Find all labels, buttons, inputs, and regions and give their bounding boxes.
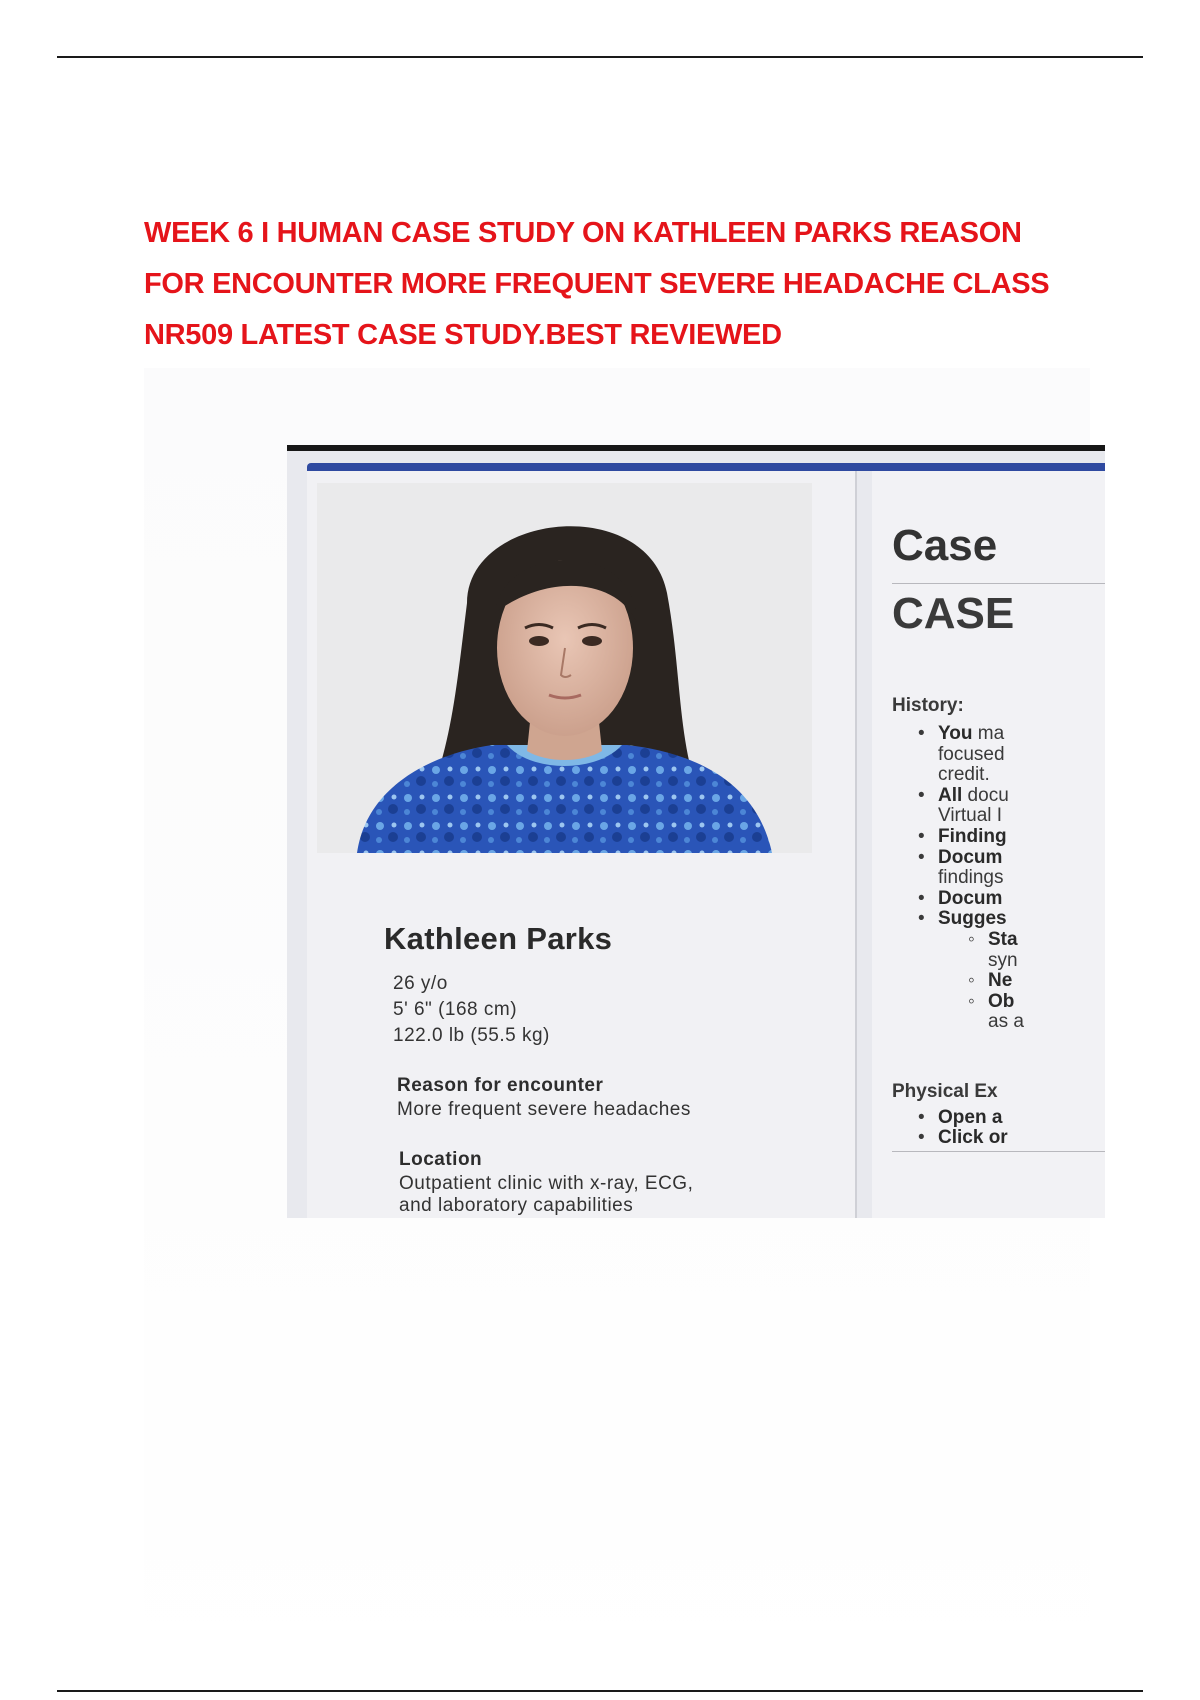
history-line [938,785,1009,807]
header-accent-bar [307,463,1105,471]
patient-card [307,471,857,1218]
location-line-1: Outpatient clinic with x-ray, ECG, [399,1173,694,1194]
history-line-text: syn [988,949,1018,971]
physical-line [938,1107,1002,1129]
history-line-bold: All [938,784,963,806]
history-line-bold: Finding [938,826,1007,847]
top-rule [57,56,1143,58]
history-bullet: ◦ [968,990,975,1012]
history-line-text: Virtual I [938,805,1003,827]
history-line [938,908,1007,930]
patient-name: Kathleen Parks [384,921,613,956]
title-line-3: NR509 LATEST CASE STUDY.BEST REVIEWED [144,319,782,351]
history-line [988,1011,1024,1033]
history-label: History: [892,695,964,716]
case-instructions-panel [872,471,1105,1218]
case-heading: Case [892,521,998,570]
physical-exam-label: Physical Ex [892,1081,998,1102]
history-line [938,826,1007,848]
history-line [988,950,1018,972]
history-bullet: • [918,826,925,847]
history-bullet: • [918,908,925,930]
patient-age: 26 y/o [393,973,448,994]
history-line [938,888,1002,910]
history-line-text: focused [938,743,1005,765]
reason-label: Reason for encounter [397,1075,604,1096]
embedded-screenshot [287,445,1105,1218]
title-line-2: FOR ENCOUNTER MORE FREQUENT SEVERE HEADACHE CLASS [144,268,1050,300]
bottom-rule [57,1690,1143,1692]
history-bullet: • [918,723,925,744]
patient-height: 5' 6" (168 cm) [393,999,518,1020]
history-line-text: as a [988,1011,1024,1033]
history-line [988,929,1018,951]
history-line-bold: You [938,723,973,744]
history-line-text: credit. [938,764,990,786]
case-divider [892,583,1105,584]
location-label: Location [399,1149,483,1170]
location-line-2: and laboratory capabilities [399,1195,634,1216]
patient-photo [317,483,812,853]
physical-bullet: • [918,1107,925,1128]
case-subheading: CASE [892,589,1015,638]
patient-weight: 122.0 lb (55.5 kg) [393,1025,550,1046]
history-bullet: • [918,846,925,868]
document-title [144,208,1104,361]
history-line [988,970,1012,992]
history-line [988,991,1014,1013]
patient-portrait [317,483,812,853]
panel-bottom-divider [892,1151,1105,1152]
title-line-1: WEEK 6 I HUMAN CASE STUDY ON KATHLEEN PARKS REASON [144,217,1022,249]
physical-line [938,1127,1008,1149]
history-line [938,764,990,786]
history-line-text: findings [938,867,1004,889]
history-line-bold: Sugges [938,908,1007,930]
history-line [938,867,1004,889]
history-line-bold: Ne [988,970,1013,992]
history-bullet: ◦ [968,929,975,950]
reason-value: More frequent severe headaches [397,1099,691,1120]
history-bullet: • [918,784,925,806]
history-line-bold: Docum [938,887,1003,909]
history-line [938,744,1005,766]
history-bullet: • [918,887,925,909]
history-line-bold: Sta [988,929,1018,950]
physical-line-bold: Open a [938,1107,1003,1128]
history-bullet: ◦ [968,970,975,992]
history-line-text: ma [972,723,1005,744]
history-line-bold: Ob [988,990,1015,1012]
history-line [938,805,1002,827]
physical-line-bold: Click or [938,1127,1008,1148]
physical-bullet: • [918,1127,925,1148]
history-line [938,723,1004,745]
history-line-text: docu [962,784,1009,806]
history-line-bold: Docum [938,846,1003,868]
history-line [938,847,1002,869]
